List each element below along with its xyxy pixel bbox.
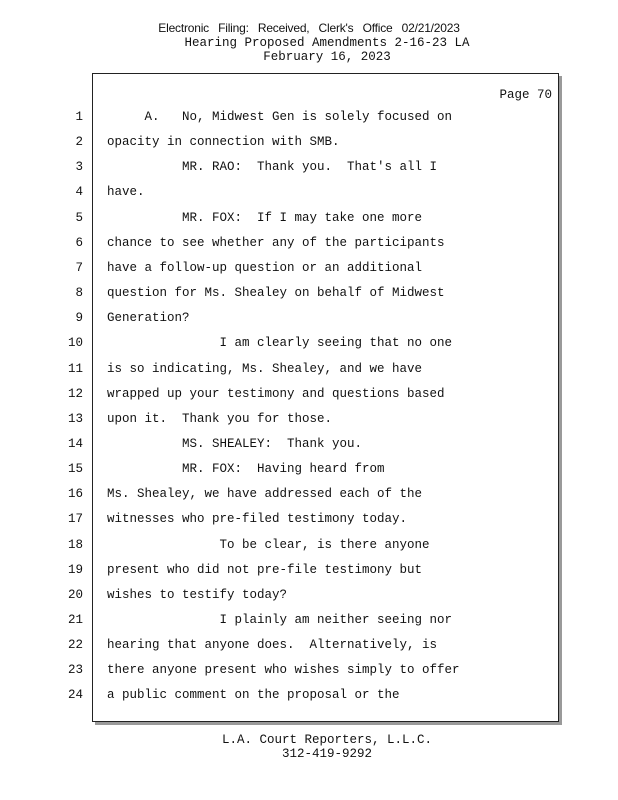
line-text: wishes to testify today?	[107, 587, 288, 602]
line-text: hearing that anyone does. Alternatively, is	[107, 638, 438, 653]
transcript-line	[75, 135, 558, 155]
line-text: there anyone present who wishes simply to offer	[107, 663, 460, 678]
line-number: 19	[67, 562, 83, 577]
line-text: MR. FOX: Having heard from	[107, 462, 385, 477]
document-date: February 16, 2023	[263, 50, 391, 64]
transcript-line	[75, 210, 558, 231]
line-number: 22	[67, 638, 83, 653]
line-number: 16	[67, 487, 83, 502]
transcript-line	[67, 537, 558, 558]
transcript-line	[75, 260, 558, 281]
transcript-line	[75, 185, 558, 205]
line-text: I am clearly seeing that no one	[107, 336, 453, 351]
line-number: 20	[67, 587, 83, 602]
transcript-line	[75, 311, 558, 331]
transcript-line	[75, 235, 558, 256]
document-title: Hearing Proposed Amendments 2-16-23 LA	[184, 36, 470, 50]
line-number: 12	[67, 386, 83, 401]
transcript-line	[67, 361, 558, 382]
transcript-line	[67, 386, 558, 407]
line-text: MR. FOX: If I may take one more	[107, 210, 423, 225]
line-number: 3	[75, 160, 83, 175]
line-number: 15	[67, 462, 83, 477]
line-text: chance to see whether any of the participants	[107, 235, 445, 250]
line-number: 2	[75, 135, 83, 150]
line-text: have.	[107, 185, 145, 200]
line-text: witnesses who pre-filed testimony today.	[107, 512, 408, 527]
transcript-line	[67, 436, 558, 457]
line-number: 6	[75, 235, 83, 250]
filing-stamp: Electronic Filing: Received, Clerk's Office 02/21/2023	[158, 21, 460, 35]
line-number: 14	[67, 436, 83, 451]
line-text: question for Ms. Shealey on behalf of Midwest	[107, 286, 445, 301]
line-number: 18	[67, 537, 83, 552]
transcript-line	[75, 160, 558, 180]
line-text: To be clear, is there anyone	[107, 537, 430, 552]
line-number: 17	[67, 512, 83, 527]
transcript-line	[67, 512, 558, 532]
line-number: 1	[75, 110, 83, 124]
line-number: 11	[67, 361, 83, 376]
line-number: 4	[75, 185, 83, 200]
transcript-line	[67, 663, 558, 683]
line-text: Ms. Shealey, we have addressed each of the	[107, 487, 423, 502]
transcript-lines	[67, 74, 558, 721]
transcript-line	[67, 613, 558, 633]
line-text: MS. SHEALEY: Thank you.	[107, 436, 363, 451]
transcript-page	[67, 73, 559, 722]
line-number: 24	[67, 688, 83, 703]
reporter-company: L.A. Court Reporters, L.L.C.	[221, 733, 433, 747]
line-text: upon it. Thank you for those.	[107, 411, 333, 426]
line-text: present who did not pre-file testimony but	[107, 562, 423, 577]
line-text: I plainly am neither seeing nor	[107, 613, 453, 627]
line-text: MR. RAO: Thank you. That's all I	[107, 160, 438, 175]
transcript-line	[67, 487, 558, 507]
line-text: wrapped up your testimony and questions based	[107, 386, 445, 401]
line-number: 8	[75, 286, 83, 301]
line-text: A. No, Midwest Gen is solely focused on	[107, 110, 453, 124]
line-number: 10	[67, 336, 83, 351]
line-number: 13	[67, 411, 83, 426]
transcript-line	[67, 638, 558, 658]
line-text: have a follow-up question or an additional	[107, 260, 423, 275]
line-text: Generation?	[107, 311, 190, 326]
line-text: opacity in connection with SMB.	[107, 135, 340, 150]
page-number: Page 70	[499, 88, 552, 102]
line-number: 23	[67, 663, 83, 678]
line-number: 7	[75, 260, 83, 275]
line-number: 9	[75, 311, 83, 326]
transcript-line	[67, 562, 558, 583]
line-number: 5	[75, 210, 83, 225]
transcript-line	[67, 462, 558, 482]
line-text: is so indicating, Ms. Shealey, and we have	[107, 361, 423, 376]
line-number: 21	[67, 613, 83, 627]
transcript-line	[67, 587, 558, 608]
transcript-line	[67, 411, 558, 432]
transcript-line	[75, 286, 558, 306]
transcript-line	[67, 336, 558, 356]
transcript-line	[75, 110, 558, 130]
line-text: a public comment on the proposal or the	[107, 688, 400, 703]
transcript-line	[67, 688, 558, 708]
reporter-phone: 312-419-9292	[281, 747, 372, 761]
